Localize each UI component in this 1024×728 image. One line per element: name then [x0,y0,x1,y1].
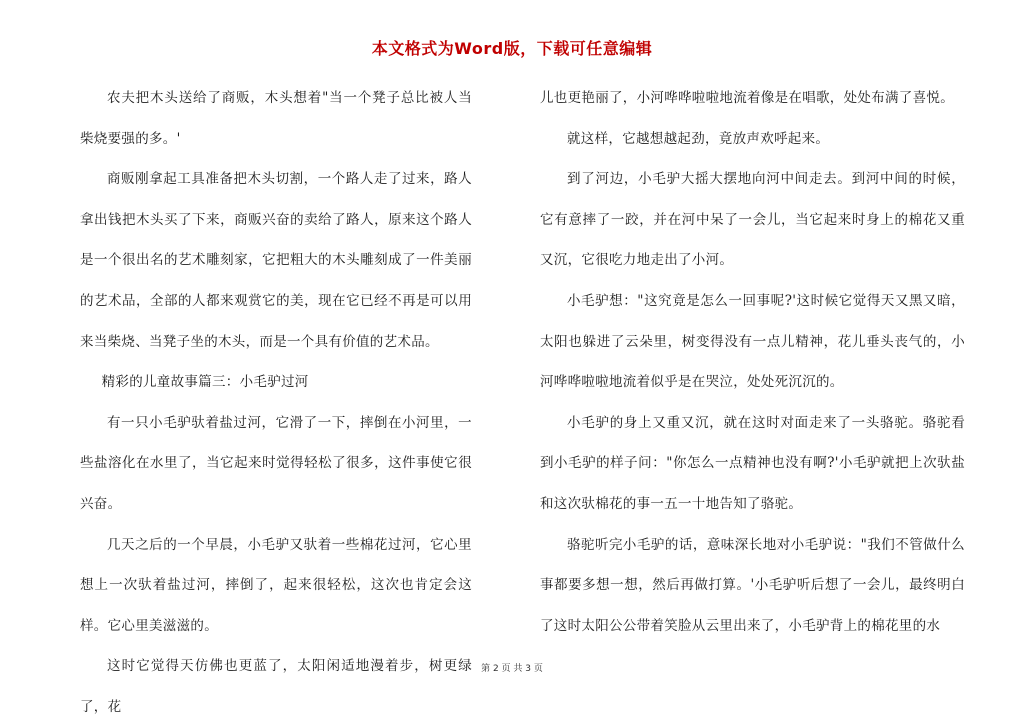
document-header: 本文格式为Word版，下载可任意编辑 [371,39,653,58]
page-number-footer: 第 2 页 共 3 页 [481,664,543,674]
right-column [540,78,965,646]
left-column [80,78,472,728]
paragraph: 商贩刚拿起工具准备把木头切割，一个路人走了过来，路人拿出钱把木头买了下来，商贩兴奋的卖给了路人，原来这个路人是一个很出名的艺术雕刻家，它把粗大的木头雕刻成了一件美丽的艺术品，全部的人都来观赏它的美，现在它已经不再是可以用来当柴烧、当凳子坐的木头，而是一个具有价值的艺术品。 [80,171,472,350]
paragraph: 这时它觉得天仿佛也更蓝了，太阳闲适地漫着步，树更绿了，花 [80,658,472,715]
paragraph: 有一只小毛驴驮着盐过河，它滑了一下，摔倒在小河里，一些盐溶化在水里了，当它起来时觉得轻松了很多，这件事使它很兴奋。 [80,414,472,512]
paragraph: 农夫把木头送给了商贩，木头想着"当一个凳子总比被人当柴烧要强的多。' [80,90,472,147]
paragraph: 小毛驴的身上又重又沉，就在这时对面走来了一头骆驼。骆驼看到小毛驴的样子问："你怎么一点精神也没有啊?'小毛驴就把上次驮盐和这次驮棉花的事一五一十地告知了骆驼。 [540,414,965,512]
paragraph: 骆驼听完小毛驴的话，意味深长地对小毛驴说："我们不管做什么事都要多想一想，然后再做打算。'小毛驴听后想了一会儿，最终明白了这时太阳公公带着笑脸从云里出来了，小毛驴背上的棉花里的水 [540,536,965,634]
paragraph: 小毛驴想："这究竟是怎么一回事呢?'这时候它觉得天又黑又暗，太阳也躲进了云朵里，树变得没有一点儿精神，花儿垂头丧气的，小河哗哗啦啦地流着似乎是在哭泣，处处死沉沉的。 [540,292,965,391]
section-heading: 精彩的儿童故事篇三：小毛驴过河 [101,374,309,391]
paragraph: 就这样，它越想越起劲，竟放声欢呼起来。 [567,130,830,147]
paragraph: 几天之后的一个早晨，小毛驴又驮着一些棉花过河，它心里想上一次驮着盐过河，摔倒了，起来很轻松，这次也肯定会这样。它心里美滋滋的。 [80,536,472,634]
paragraph: 儿也更艳丽了，小河哗哗啦啦地流着像是在唱歌，处处布满了喜悦。 [540,90,954,106]
paragraph: 到了河边，小毛驴大摇大摆地向河中间走去。到河中间的时候，它有意摔了一跤，并在河中呆了一会儿，当它起来时身上的棉花又重又沉，它很吃力地走出了小河。 [540,171,965,269]
